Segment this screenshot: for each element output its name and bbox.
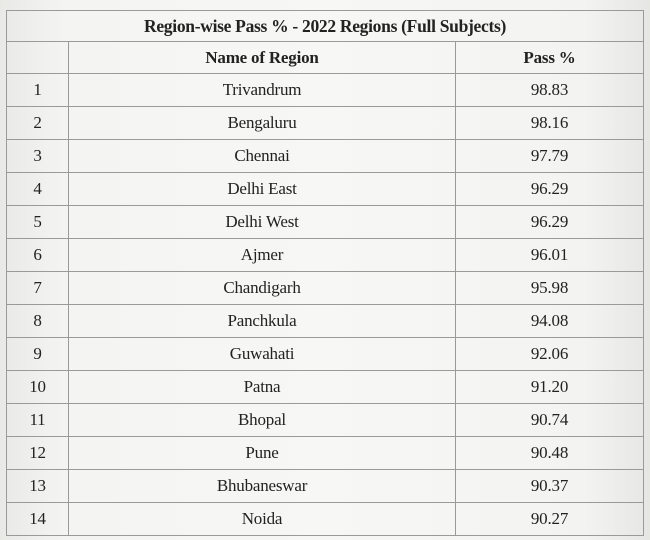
table-body [7, 74, 644, 536]
table-row [7, 206, 644, 239]
pass-percent-cell: 90.74 [456, 404, 644, 437]
serial-number-cell: 9 [7, 338, 69, 371]
pass-percent-cell: 94.08 [456, 305, 644, 338]
region-name-cell: Patna [69, 371, 456, 404]
serial-number-cell: 10 [7, 371, 69, 404]
table-row [7, 404, 644, 437]
region-name-cell: Bhubaneswar [69, 470, 456, 503]
serial-number-cell: 2 [7, 107, 69, 140]
header-pass: Pass % [456, 42, 644, 74]
pass-percent-cell: 98.16 [456, 107, 644, 140]
region-name-cell: Panchkula [69, 305, 456, 338]
table-row [7, 173, 644, 206]
table-row [7, 437, 644, 470]
table-row [7, 74, 644, 107]
region-name-cell: Bhopal [69, 404, 456, 437]
region-name-cell: Ajmer [69, 239, 456, 272]
serial-number-cell: 7 [7, 272, 69, 305]
region-pass-table [6, 10, 644, 536]
table-row [7, 470, 644, 503]
pass-percent-cell: 90.27 [456, 503, 644, 536]
region-name-cell: Delhi West [69, 206, 456, 239]
pass-percent-cell: 96.29 [456, 206, 644, 239]
region-name-cell: Chennai [69, 140, 456, 173]
region-name-cell: Pune [69, 437, 456, 470]
header-region: Name of Region [69, 42, 456, 74]
serial-number-cell: 14 [7, 503, 69, 536]
region-name-cell: Chandigarh [69, 272, 456, 305]
region-name-cell: Trivandrum [69, 74, 456, 107]
serial-number-cell: 5 [7, 206, 69, 239]
table-header-row [7, 42, 644, 74]
header-serial [7, 42, 69, 74]
table-row [7, 140, 644, 173]
table-row [7, 239, 644, 272]
pass-percent-cell: 90.48 [456, 437, 644, 470]
pass-percent-cell: 90.37 [456, 470, 644, 503]
table-title-row [7, 11, 644, 42]
table-row [7, 503, 644, 536]
region-name-cell: Delhi East [69, 173, 456, 206]
serial-number-cell: 13 [7, 470, 69, 503]
pass-percent-cell: 98.83 [456, 74, 644, 107]
pass-percent-cell: 92.06 [456, 338, 644, 371]
region-name-cell: Noida [69, 503, 456, 536]
region-name-cell: Guwahati [69, 338, 456, 371]
serial-number-cell: 6 [7, 239, 69, 272]
pass-percent-cell: 95.98 [456, 272, 644, 305]
serial-number-cell: 1 [7, 74, 69, 107]
serial-number-cell: 3 [7, 140, 69, 173]
serial-number-cell: 12 [7, 437, 69, 470]
table-row [7, 338, 644, 371]
serial-number-cell: 11 [7, 404, 69, 437]
table-row [7, 272, 644, 305]
table-row [7, 305, 644, 338]
pass-percent-cell: 96.29 [456, 173, 644, 206]
pass-percent-cell: 91.20 [456, 371, 644, 404]
serial-number-cell: 8 [7, 305, 69, 338]
pass-percent-cell: 97.79 [456, 140, 644, 173]
table-title: Region-wise Pass % - 2022 Regions (Full Subjects) [7, 11, 644, 42]
region-name-cell: Bengaluru [69, 107, 456, 140]
table-row [7, 371, 644, 404]
serial-number-cell: 4 [7, 173, 69, 206]
table-row [7, 107, 644, 140]
pass-percent-cell: 96.01 [456, 239, 644, 272]
